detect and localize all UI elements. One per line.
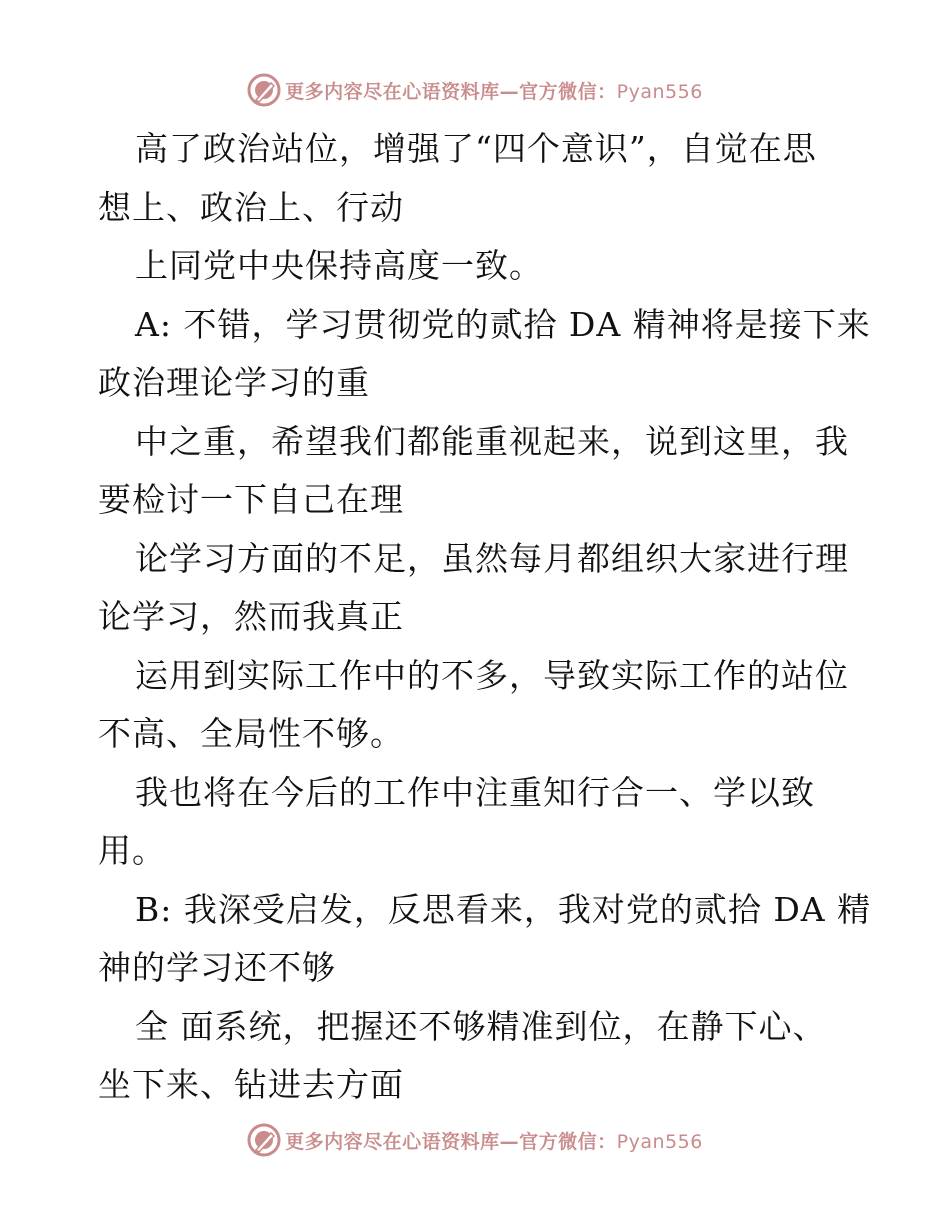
pen-logo-icon (247, 73, 281, 107)
text-line: 运用到实际工作中的不多，导致实际工作的站位 (135, 655, 849, 695)
text-line: 不高、全局性不够。 (98, 714, 404, 753)
pen-logo-icon (247, 1123, 281, 1157)
footer-watermark (0, 1120, 950, 1160)
text-line: 我也将在今后的工作中注重知行合一、学以致 (135, 772, 815, 812)
text-line: 论学习方面的不足，虽然每月都组织大家进行理 (135, 538, 849, 578)
header-watermark (0, 70, 950, 110)
text-line: B: 我深受启发，反思看来，我对党的贰拾 DA 精 (135, 889, 872, 929)
document-body (98, 120, 872, 1115)
text-line: 高了政治站位，增强了“四个意识”，自觉在思 (135, 129, 817, 168)
text-line: 要检讨一下自己在理 (98, 480, 404, 519)
text-line: 中之重，希望我们都能重视起来，说到这里，我 (135, 421, 849, 461)
watermark-text: 更多内容尽在心语资料库—官方微信：Pyan556 (285, 1130, 703, 1153)
text-line: 政治理论学习的重 (98, 363, 370, 402)
text-line: 神的学习还不够 (98, 948, 336, 987)
text-line: 坐下来、钻进去方面 (98, 1065, 404, 1104)
text-line: A: 不错，学习贯彻党的贰拾 DA 精神将是接下来 (135, 304, 871, 344)
text-line: 上同党中央保持高度一致。 (135, 246, 543, 285)
text-line: 全 面系统，把握还不够精准到位，在静下心、 (135, 1006, 827, 1046)
watermark-text: 更多内容尽在心语资料库—官方微信：Pyan556 (285, 80, 703, 103)
text-line: 想上、政治上、行动 (98, 187, 404, 227)
text-line: 论学习，然而我真正 (98, 597, 404, 636)
text-line: 用。 (98, 831, 166, 870)
